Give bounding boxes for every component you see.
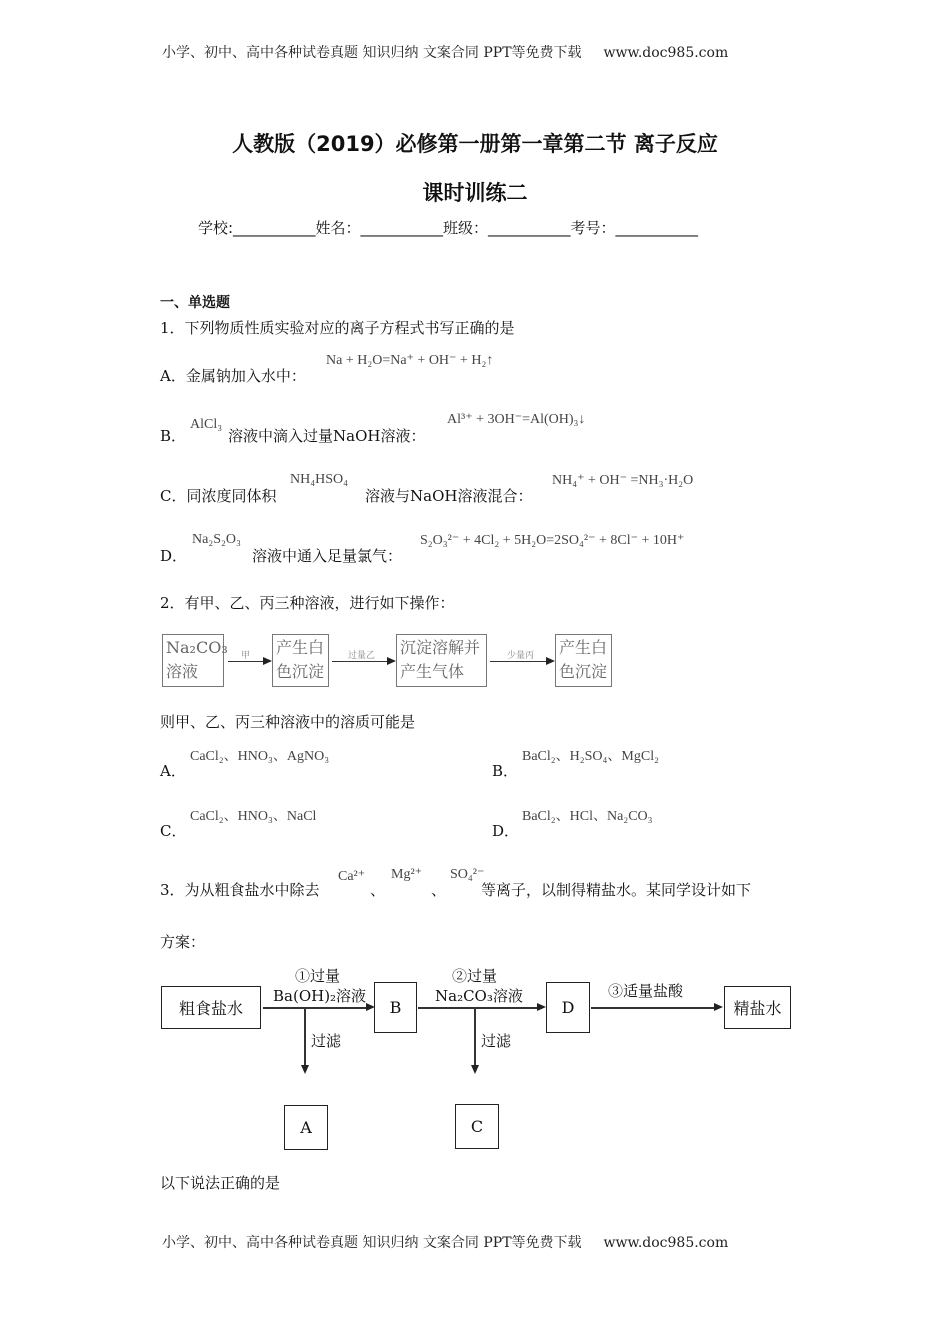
- option-text: 溶液中滴入过量NaOH溶液：: [228, 427, 426, 445]
- option-label: D．: [160, 547, 188, 565]
- text: 溶液: [166, 662, 199, 681]
- flow-box: [272, 634, 329, 687]
- arrow-label: 少量丙: [507, 651, 535, 661]
- flow-box: [396, 634, 487, 687]
- option-label: B．: [160, 427, 187, 445]
- text: B．: [492, 762, 519, 780]
- text: ③适量盐酸: [608, 982, 684, 1000]
- text: 产生气体: [400, 662, 465, 681]
- text: 产生白: [276, 638, 325, 657]
- page-subtitle: 课时训练二: [422, 181, 528, 205]
- q2-stem: 2．有甲、乙、丙三种溶液，进行如下操作：: [160, 594, 455, 612]
- text: 过滤: [481, 1032, 512, 1050]
- arrow-icon: [546, 657, 555, 665]
- text: D．: [492, 822, 520, 840]
- text: 色沉淀: [276, 662, 325, 681]
- arrow-label: 甲: [241, 651, 251, 661]
- text: 3．为从粗食盐水中除去: [160, 881, 320, 899]
- flow-box: [162, 634, 228, 687]
- connector-line: [591, 1007, 715, 1009]
- connector-line: [418, 1007, 538, 1009]
- text: 等离子，以制得精盐水。某同学设计如下: [481, 881, 752, 899]
- formula: Na + H₂O=Na⁺ + OH⁻ + H₂↑: [326, 353, 494, 368]
- text: BaCl₂、H₂SO₄、MgCl₂: [522, 749, 659, 764]
- text: SO₄²⁻: [450, 867, 485, 882]
- option-label: A．金属钠加入水中：: [160, 367, 306, 385]
- text: ①过量: [295, 967, 341, 985]
- text: Na₂CO₃溶液: [435, 987, 523, 1005]
- text: C．: [160, 822, 187, 840]
- option-label: C．同浓度同体积: [160, 487, 277, 505]
- page-header: [162, 42, 728, 62]
- connector-line: [332, 661, 388, 662]
- formula: NH₄HSO₄: [290, 472, 348, 487]
- arrow-icon: [537, 1003, 546, 1011]
- text: 沉淀溶解并: [400, 638, 481, 657]
- flow-box: 粗食盐水: [161, 986, 261, 1029]
- page-footer: [162, 1232, 728, 1252]
- flow-box: A: [284, 1105, 328, 1150]
- header-link[interactable]: www.doc985.com: [603, 45, 729, 61]
- header-text: 小学、初中、高中各种试卷真题 知识归纳 文案合同 PPT等免费下载: [162, 45, 582, 61]
- flow-box: 精盐水: [724, 986, 791, 1029]
- flow-box: B: [374, 982, 417, 1033]
- text: 方案：: [160, 933, 206, 951]
- flow-box: D: [546, 982, 590, 1033]
- text: CaCl₂、HNO₃、NaCl: [190, 809, 317, 824]
- flow-box: C: [455, 1104, 499, 1149]
- connector-line: [263, 1007, 367, 1009]
- arrow-icon: [263, 657, 272, 665]
- arrow-down-icon: [471, 1065, 479, 1074]
- connector-line: [228, 661, 264, 662]
- q1-stem: 1．下列物质性质实验对应的离子方程式书写正确的是: [160, 319, 515, 337]
- arrow-icon: [387, 657, 396, 665]
- section-heading: 一、单选题: [160, 295, 230, 311]
- flow-box: [555, 634, 612, 687]
- text: Ba(OH)₂溶液: [273, 987, 367, 1005]
- text: CaCl₂、HNO₃、AgNO₃: [190, 749, 330, 764]
- footer-link[interactable]: www.doc985.com: [603, 1235, 729, 1251]
- text: 、: [431, 881, 447, 899]
- connector-line: [304, 1008, 306, 1066]
- arrow-label: 过量乙: [348, 651, 376, 661]
- text: BaCl₂、HCl、Na₂CO₃: [522, 809, 653, 824]
- formula: NH₄⁺ + OH⁻ =NH₃·H₂O: [552, 473, 694, 488]
- text: ②过量: [452, 967, 498, 985]
- text: 过滤: [311, 1032, 342, 1050]
- footer-text: 小学、初中、高中各种试卷真题 知识归纳 文案合同 PPT等免费下载: [162, 1235, 582, 1251]
- q2-question: 则甲、乙、丙三种溶液中的溶质可能是: [160, 713, 416, 731]
- q3-question: 以下说法正确的是: [160, 1174, 281, 1192]
- text: Ca²⁺: [338, 869, 366, 884]
- formula: S₂O₃²⁻ + 4Cl₂ + 5H₂O=2SO₄²⁻ + 8Cl⁻ + 10H⁺: [420, 533, 685, 548]
- text: 色沉淀: [559, 662, 608, 681]
- text: 产生白: [559, 638, 608, 657]
- option-text: 溶液与NaOH溶液混合：: [365, 487, 533, 505]
- text: 、: [370, 881, 386, 899]
- formula: Na₂S₂O₃: [192, 532, 241, 547]
- text: A．: [160, 762, 186, 780]
- connector-line: [490, 661, 547, 662]
- student-info-line: 学校:___________姓名：___________班级：___________考号：___________: [198, 219, 699, 237]
- text: Na₂CO₃: [166, 638, 228, 657]
- arrow-icon: [714, 1003, 723, 1011]
- arrow-down-icon: [301, 1065, 309, 1074]
- option-text: 溶液中通入足量氯气：: [252, 547, 403, 565]
- connector-line: [474, 1008, 476, 1066]
- formula: AlCl₃: [190, 417, 223, 432]
- text: Mg²⁺: [391, 867, 423, 882]
- formula: Al³⁺ + 3OH⁻=Al(OH)₃↓: [447, 412, 586, 427]
- page-title: 人教版（2019）必修第一册第一章第二节 离子反应: [232, 132, 718, 156]
